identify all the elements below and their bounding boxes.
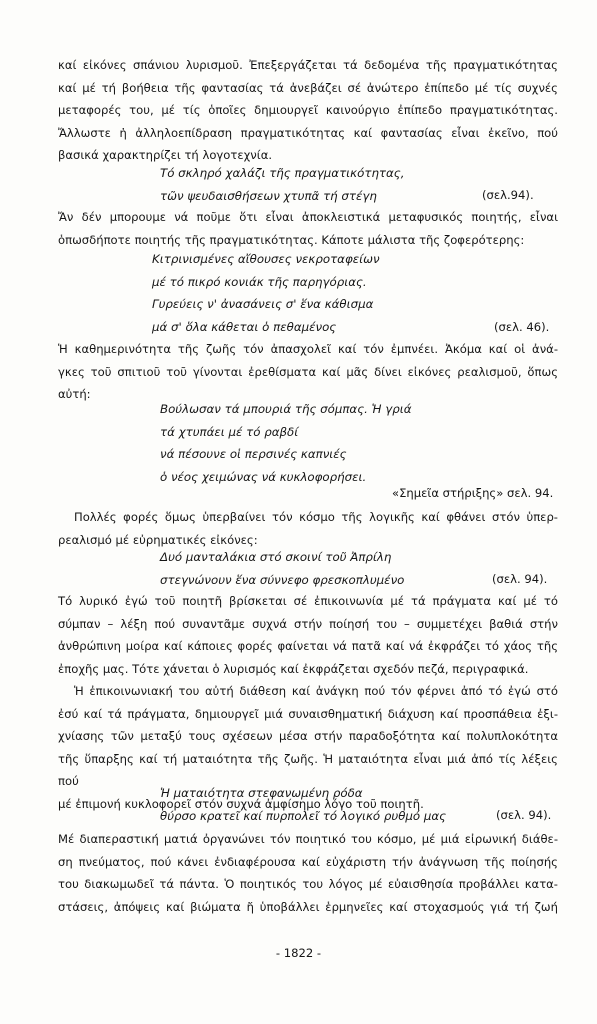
verse-line: Δυό μανταλάκια στό σκοινί τοῦ Ἀπρίλη bbox=[160, 550, 392, 564]
text-line: Ἄν δέν μπορουμε νά ποῦμε ὅτι εἶναι ἀποκλειστικά μεταφυσικός ποιητής, εἶναι bbox=[58, 210, 558, 224]
paragraph-1 bbox=[58, 54, 558, 167]
text-line: Τό λυρικό ἐγώ τοῦ ποιητῆ βρίσκεται σέ ἐπικοινωνία μέ τά πράγματα καί μέ τό bbox=[58, 594, 558, 608]
text-line: Μέ διαπεραστική ματιά ὀργανώνει τόν ποιητικό του κόσμο, μέ μιά εἰρωνική διάθε- bbox=[58, 832, 558, 846]
text-line: μέ ἐπιμονή κυκλοφορεῖ στόν συχνά ἀμφίσημο λόγο τοῦ ποιητῆ. bbox=[58, 796, 424, 811]
verse-line: Ἡ ματαιότητα στεφανωμένη ρόδα bbox=[160, 786, 363, 800]
paragraph-4 bbox=[58, 506, 558, 551]
verse-line: στεγνώνουν ἕνα σύννεφο φρεσκοπλυμένο bbox=[160, 572, 405, 587]
text-line: στάσεις, ἀπόψεις καί βιώματα ἤ ὑποβάλλει ἑρμηνεῖες καί στοχασμούς γιά τή ζωή bbox=[58, 899, 558, 914]
verse-quote-1 bbox=[160, 162, 404, 207]
text-line: του διακωμωδεῖ τά πάντα. Ὁ ποιητικός του λόγος μέ εὐαισθησία προβάλλει κατα- bbox=[58, 877, 558, 892]
text-line: μεταφορές του, μέ τίς ὁποῖες δημιουργεῖ καινούργιο ἐπίπεδο πραγματικότητας. bbox=[58, 103, 558, 118]
verse-line: Τό σκληρό χαλάζι τῆς πραγματικότητας, bbox=[160, 166, 405, 180]
verse-line: τά χτυπάει μέ τό ραβδί bbox=[160, 424, 299, 439]
verse-line: μά σ' ὅλα κάθεται ὁ πεθαμένος bbox=[152, 319, 337, 334]
paragraph-2 bbox=[58, 206, 558, 251]
paragraph-3 bbox=[58, 338, 558, 406]
verse-line: ὁ νέος χειμώνας νά κυκλοφορήσει. bbox=[160, 469, 367, 484]
text-line: χνίασης τῶν μεταξύ τους σχέσεων μέσα στήν παραδοξότητα καί πολυπλοκότητα bbox=[58, 729, 558, 744]
text-line: Ἄλλωστε ἡ ἀλληλοεπίδραση πραγματικότητας καί φαντασίας εἶναι ἐκεῖνο, πού bbox=[58, 125, 558, 140]
text-line: ρεαλισμό μέ εὐρηματικές εἰκόνες: bbox=[58, 532, 258, 547]
verse-line: νά πέσουνε οἱ περσινές καπνιές bbox=[160, 447, 347, 462]
page-reference: (σελ. 94). bbox=[496, 808, 552, 822]
verse-quote-3 bbox=[160, 398, 411, 488]
verse-line: Βούλωσαν τά μπουριά τῆς σόμπας. Ἡ γριά bbox=[160, 402, 412, 416]
verse-line: μέ τό πικρό κονιάκ τῆς παρηγόριας. bbox=[152, 274, 367, 289]
text-line: ἀνθρώπινη μοίρα καί κάποιες φορές φαίνεται νά πατᾶ καί νά ἐκφράζει τό χάος τῆς bbox=[58, 639, 558, 654]
verse-line: θύρσο κρατεῖ καί πυρπολεῖ τό λογικό ρυθμό μας bbox=[160, 808, 447, 823]
page-number: - 1822 - bbox=[275, 946, 322, 960]
verse-line: Γυρεύεις ν' ἀνασάνεις σ' ἕνα κάθισμα bbox=[152, 297, 374, 312]
text-line: Πολλές φορές ὅμως ὑπερβαίνει τόν κόσμο τῆς λογικῆς καί φθάνει στόν ὑπερ- bbox=[74, 510, 558, 524]
page-reference: (σελ. 94). bbox=[492, 572, 548, 586]
text-line: καί εἰκόνες σπάνιου λυρισμοῦ. Ἐπεξεργάζεται τά δεδομένα τῆς πραγματικότητας bbox=[58, 58, 558, 72]
verse-quote-2 bbox=[152, 248, 380, 338]
text-line: ση πνεύματος, πού κάνει ἐνδιαφέρουσα καί εὐχάριστη τήν ἀνάγνωση τῆς ποίησής bbox=[58, 854, 558, 869]
text-line: βασικά χαρακτηρίζει τή λογοτεχνία. bbox=[58, 148, 273, 163]
verse-quote-5 bbox=[160, 782, 446, 827]
verse-line: τῶν ψευδαισθήσεων χτυπᾶ τή στέγη bbox=[160, 188, 377, 203]
text-line: ἐποχῆς μας. Τότε χάνεται ὁ λυρισμός καί ἐκφράζεται σχεδόν πεζά, περιγραφικά. bbox=[58, 661, 529, 676]
paragraph-5 bbox=[58, 590, 558, 680]
text-line: ὁπωσδήποτε ποιητής τῆς πραγματικότητας. Κάποτε μάλιστα τῆς ζοφερότερης: bbox=[58, 232, 525, 247]
page-reference: (σελ.94). bbox=[482, 188, 534, 202]
page-reference: (σελ. 46). bbox=[494, 320, 550, 334]
text-line: Ἡ ἐπικοινωνιακή του αὐτή διάθεση καί ἀνάγκη πού τόν φέρνει ἀπό τό ἐγώ στό bbox=[74, 684, 558, 698]
paragraph-7 bbox=[58, 828, 558, 918]
text-line: τῆς ὕπαρξης καί τή ματαιότητα τῆς ζωῆς. Ἡ ματαιότητα εἶναι μιά ἀπό τίς λέξεις πού bbox=[58, 751, 558, 789]
text-line: Ἡ καθημερινότητα τῆς ζωῆς τόν ἀπασχολεῖ καί τόν ἐμπνέει. Ἀκόμα καί οἱ ἀνά- bbox=[58, 342, 558, 356]
verse-quote-4 bbox=[160, 546, 404, 591]
text-line: ἐσύ καί τά πράγματα, δημιουργεῖ μιά συναισθηματική διάχυση καί προσπάθεια ἐξι- bbox=[58, 706, 558, 721]
text-line: γκες τοῦ σπιτιοῦ τοῦ γίνονται ἐρεθίσματα καί μᾶς δίνει εἰκόνες ρεαλισμοῦ, ὅπως bbox=[58, 364, 558, 379]
source-reference: «Σημεῖα στήριξης» σελ. 94. bbox=[392, 486, 554, 500]
text-line: καί μέ τή βοήθεια τῆς φαντασίας τά ἀνεβάζει σέ ἀνώτερο ἐπίπεδο μέ τίς συχνές bbox=[58, 80, 558, 95]
text-line: αὐτή: bbox=[58, 387, 91, 402]
text-line: σύμπαν – λέξη πού συναντᾶμε συχνά στήν ποίησή του – συμμετέχει βαθιά στήν bbox=[58, 616, 558, 631]
verse-line: Κιτρινισμένες αἴθουσες νεκροταφείων bbox=[152, 252, 380, 266]
